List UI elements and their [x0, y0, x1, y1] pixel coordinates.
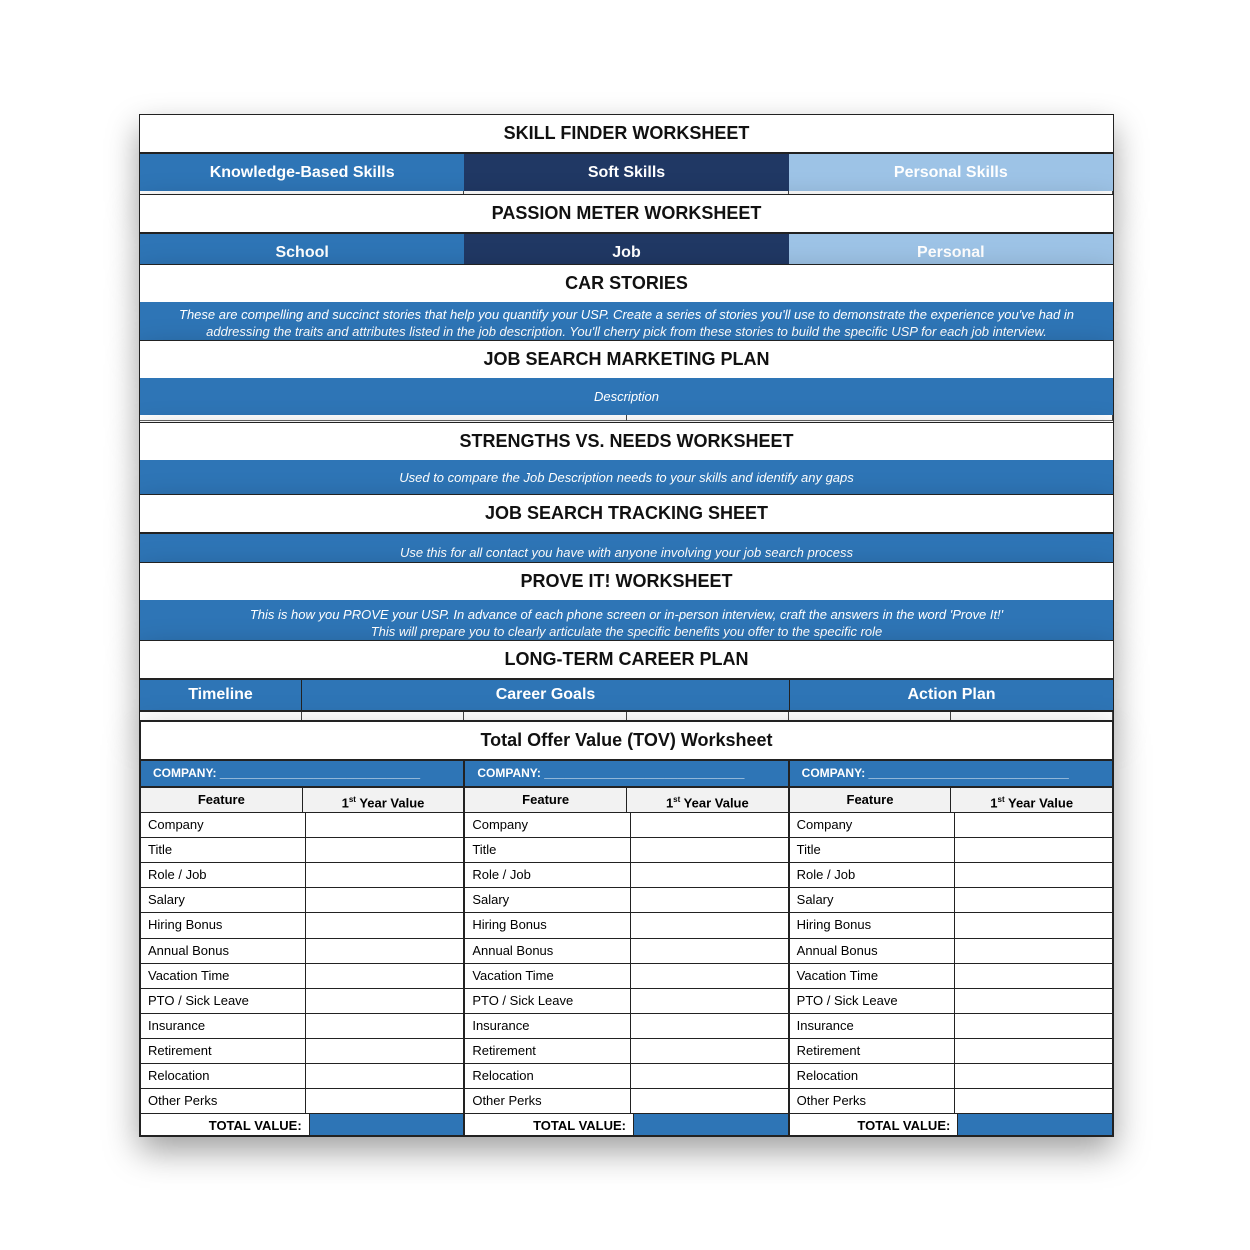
value-cell[interactable] [306, 1064, 463, 1088]
table-row [141, 813, 463, 838]
total-label: TOTAL VALUE: [141, 1114, 310, 1137]
feature-cell: Retirement [465, 1039, 630, 1063]
table-row [465, 888, 787, 913]
feature-cell: Title [141, 838, 306, 862]
tracking-sheet [139, 494, 1114, 564]
career-plan-title: LONG-TERM CAREER PLAN [140, 641, 1113, 680]
tov-title: Total Offer Value (TOV) Worksheet [141, 722, 1112, 761]
prove-it-line-2: This will prepare you to clearly articulate the specific benefits you offer to the specific role [370, 624, 883, 639]
feature-cell: Company [465, 813, 630, 837]
table-row [790, 1064, 1112, 1089]
value-cell[interactable] [955, 1039, 1112, 1063]
car-stories-description [140, 302, 1113, 341]
value-cell[interactable] [306, 964, 463, 988]
table-row [790, 964, 1112, 989]
value-cell[interactable] [631, 913, 788, 937]
feature-cell: Annual Bonus [465, 939, 630, 963]
value-cell[interactable] [306, 888, 463, 912]
table-row [790, 1039, 1112, 1064]
job-header: Job [464, 234, 788, 266]
feature-cell: Role / Job [465, 863, 630, 887]
prove-it-title: PROVE IT! WORKSHEET [520, 571, 733, 591]
feature-cell: Hiring Bonus [790, 913, 955, 937]
car-stories-line-2: addressing the traits and attributes listed in the job description. You'll cherry pick from these stories to build the specific USP for each job interview. [206, 324, 1047, 339]
career-goals-header: Career Goals [302, 680, 790, 710]
table-row [141, 1089, 463, 1114]
company-block-2 [465, 761, 789, 1137]
table-row [141, 913, 463, 938]
prove-it-line-1: This is how you PROVE your USP. In advance of each phone screen or in-person interview, craft the answers in the word 'Prove It!' [249, 607, 1004, 622]
feature-header: Feature [141, 788, 303, 812]
feature-cell: Other Perks [790, 1089, 955, 1113]
value-cell[interactable] [631, 1039, 788, 1063]
marketing-plan-band: Description [140, 378, 1113, 415]
personal-skills-header: Personal Skills [789, 154, 1113, 191]
tracking-sheet-title: JOB SEARCH TRACKING SHEET [140, 495, 1113, 534]
table-row [465, 939, 787, 964]
total-label: TOTAL VALUE: [790, 1114, 959, 1137]
value-cell[interactable] [631, 939, 788, 963]
car-stories-title: CAR STORIES [565, 273, 688, 293]
company-block-1 [141, 761, 465, 1137]
feature-cell: Insurance [465, 1014, 630, 1038]
action-plan-header: Action Plan [790, 680, 1113, 710]
school-header: School [140, 234, 464, 266]
table-row [790, 863, 1112, 888]
table-row [141, 838, 463, 863]
timeline-header: Timeline [140, 680, 302, 710]
value-cell[interactable] [631, 989, 788, 1013]
table-row [790, 813, 1112, 838]
company-block-3 [790, 761, 1112, 1137]
total-row [141, 1114, 463, 1137]
total-row [465, 1114, 787, 1137]
feature-header: Feature [465, 788, 627, 812]
table-row [790, 989, 1112, 1014]
table-row [465, 863, 787, 888]
strengths-needs-band: Used to compare the Job Description needs to your skills and identify any gaps [140, 460, 1113, 495]
value-cell[interactable] [631, 1014, 788, 1038]
value-cell[interactable] [306, 939, 463, 963]
value-cell[interactable] [955, 1014, 1112, 1038]
total-label: TOTAL VALUE: [465, 1114, 634, 1137]
value-cell[interactable] [955, 863, 1112, 887]
passion-meter-title: PASSION METER WORKSHEET [140, 195, 1113, 234]
table-row [790, 838, 1112, 863]
table-row [790, 888, 1112, 913]
table-row [141, 888, 463, 913]
feature-cell: PTO / Sick Leave [465, 989, 630, 1013]
career-plan-sheet [139, 640, 1114, 724]
value-header: 1st Year Value [627, 788, 788, 812]
value-cell[interactable] [955, 989, 1112, 1013]
table-row [465, 1089, 787, 1114]
tracking-sheet-band: Use this for all contact you have with anyone involving your job search process [140, 534, 1113, 564]
car-stories-line-1: These are compelling and succinct stories that help you quantify your USP. Create a series of stories you'll use to demonstrate the experience you've had in [179, 307, 1074, 322]
feature-cell: Hiring Bonus [465, 913, 630, 937]
soft-skills-header: Soft Skills [464, 154, 788, 191]
feature-cell: Salary [465, 888, 630, 912]
feature-cell: Insurance [790, 1014, 955, 1038]
table-row [790, 1089, 1112, 1114]
strengths-needs-sheet [139, 422, 1114, 496]
feature-cell: Relocation [141, 1064, 306, 1088]
total-value-cell[interactable] [958, 1114, 1112, 1137]
personal-header: Personal [789, 234, 1113, 266]
tov-table [141, 761, 1112, 1137]
feature-cell: Relocation [465, 1064, 630, 1088]
total-row [790, 1114, 1112, 1137]
feature-cell: Vacation Time [790, 964, 955, 988]
value-header: 1st Year Value [951, 788, 1112, 812]
table-row [790, 913, 1112, 938]
value-cell[interactable] [631, 1089, 788, 1113]
marketing-plan-sheet [139, 340, 1114, 424]
value-cell[interactable] [631, 1064, 788, 1088]
table-row [141, 989, 463, 1014]
table-row [465, 813, 787, 838]
value-cell[interactable] [306, 1089, 463, 1113]
value-cell[interactable] [955, 1064, 1112, 1088]
table-row [465, 838, 787, 863]
skill-finder-sheet [139, 114, 1114, 198]
prove-it-sheet [139, 562, 1114, 642]
table-row [141, 964, 463, 989]
grid-strip [140, 415, 1113, 421]
value-cell[interactable] [955, 1089, 1112, 1113]
passion-meter-sheet [139, 194, 1114, 266]
feature-cell: Other Perks [465, 1089, 630, 1113]
feature-cell: Company [790, 813, 955, 837]
value-cell[interactable] [955, 913, 1112, 937]
table-row [141, 1039, 463, 1064]
value-cell[interactable] [955, 838, 1112, 862]
feature-cell: Vacation Time [465, 964, 630, 988]
value-cell[interactable] [631, 863, 788, 887]
value-cell[interactable] [306, 913, 463, 937]
company-label: COMPANY: ______________________________ [790, 761, 1112, 788]
feature-cell: Company [141, 813, 306, 837]
value-cell[interactable] [955, 964, 1112, 988]
table-row [465, 989, 787, 1014]
feature-cell: Vacation Time [141, 964, 306, 988]
table-row [141, 1064, 463, 1089]
total-value-cell[interactable] [634, 1114, 788, 1137]
strengths-needs-title: STRENGTHS VS. NEEDS WORKSHEET [459, 431, 794, 451]
feature-cell: Annual Bonus [790, 939, 955, 963]
feature-cell: Retirement [141, 1039, 306, 1063]
value-cell[interactable] [631, 813, 788, 837]
feature-cell: Title [790, 838, 955, 862]
total-value-cell[interactable] [310, 1114, 464, 1137]
value-cell[interactable] [955, 813, 1112, 837]
feature-cell: Title [465, 838, 630, 862]
feature-cell: Salary [141, 888, 306, 912]
value-cell[interactable] [306, 863, 463, 887]
table-row [465, 964, 787, 989]
value-cell[interactable] [306, 989, 463, 1013]
table-row [465, 1064, 787, 1089]
table-row [141, 863, 463, 888]
value-cell[interactable] [955, 939, 1112, 963]
company-label: COMPANY: ______________________________ [465, 761, 787, 788]
car-stories-sheet [139, 264, 1114, 342]
knowledge-skills-header: Knowledge-Based Skills [140, 154, 464, 191]
table-header-row [790, 788, 1112, 813]
value-cell[interactable] [955, 888, 1112, 912]
value-cell[interactable] [306, 838, 463, 862]
value-cell[interactable] [631, 838, 788, 862]
feature-cell: PTO / Sick Leave [790, 989, 955, 1013]
marketing-plan-title: JOB SEARCH MARKETING PLAN [483, 349, 770, 369]
feature-cell: Role / Job [790, 863, 955, 887]
feature-header: Feature [790, 788, 952, 812]
feature-cell: Relocation [790, 1064, 955, 1088]
prove-it-description [140, 600, 1113, 641]
table-row [141, 939, 463, 964]
company-label: COMPANY: ______________________________ [141, 761, 463, 788]
table-header-row [465, 788, 787, 813]
table-row [465, 1039, 787, 1064]
feature-cell: Other Perks [141, 1089, 306, 1113]
value-cell[interactable] [306, 1039, 463, 1063]
value-cell[interactable] [306, 813, 463, 837]
skill-finder-title: SKILL FINDER WORKSHEET [140, 115, 1113, 154]
value-header: 1st Year Value [303, 788, 464, 812]
table-row [465, 1014, 787, 1039]
feature-cell: Salary [790, 888, 955, 912]
feature-cell: Annual Bonus [141, 939, 306, 963]
value-cell[interactable] [306, 1014, 463, 1038]
value-cell[interactable] [631, 888, 788, 912]
table-row [465, 913, 787, 938]
value-cell[interactable] [631, 964, 788, 988]
tov-sheet [139, 720, 1114, 1137]
feature-cell: Role / Job [141, 863, 306, 887]
table-row [790, 939, 1112, 964]
table-header-row [141, 788, 463, 813]
table-row [790, 1014, 1112, 1039]
feature-cell: PTO / Sick Leave [141, 989, 306, 1013]
feature-cell: Retirement [790, 1039, 955, 1063]
feature-cell: Hiring Bonus [141, 913, 306, 937]
table-row [141, 1014, 463, 1039]
feature-cell: Insurance [141, 1014, 306, 1038]
